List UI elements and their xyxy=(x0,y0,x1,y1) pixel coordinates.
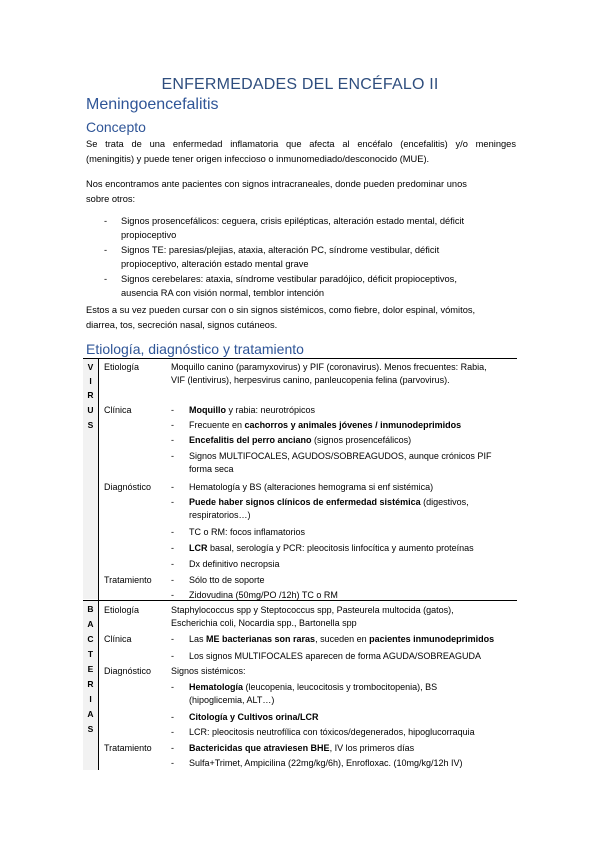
bacterias-letter: E xyxy=(87,664,94,674)
list-dash: - xyxy=(171,527,174,537)
list-text: , suceden en xyxy=(315,634,370,644)
row-label-diagnostico: Diagnóstico xyxy=(104,482,152,492)
section-heading: Meningoencefalitis xyxy=(86,96,219,113)
list-item xyxy=(189,574,514,587)
list-item xyxy=(189,726,514,739)
text-line: sobre otros: xyxy=(86,194,136,204)
row-label-tratamiento: Tratamiento xyxy=(104,575,152,585)
list-item xyxy=(189,633,519,646)
list-dash: - xyxy=(171,727,174,737)
bacterias-letter: S xyxy=(87,724,94,734)
bullet-item xyxy=(104,214,504,242)
list-text: (leucopenia, leucocitosis y trombocitopenia), BS xyxy=(243,682,438,692)
list-text: Signos MULTIFOCALES, AGUDOS/SOBREAGUDOS, aunque crónicos PIF xyxy=(189,451,492,461)
list-text: basal, serología y PCR: pleocitosis linfocítica y aumento proteínas xyxy=(207,543,474,553)
list-item xyxy=(189,711,514,724)
list-item xyxy=(189,558,514,571)
table-group-divider xyxy=(83,600,517,601)
virus-letter: R xyxy=(87,390,94,400)
list-text: Las xyxy=(189,634,207,644)
list-text: forma seca xyxy=(189,463,234,474)
list-item xyxy=(189,419,514,432)
list-dash: - xyxy=(171,451,174,461)
list-item xyxy=(189,542,514,555)
list-dash: - xyxy=(171,651,174,661)
table-border-top xyxy=(83,358,517,359)
list-dash: - xyxy=(171,712,174,722)
row-label-etiologia: Etiología xyxy=(104,362,140,372)
list-text: Hematología y BS (alteraciones hemograma si enf sistémica) xyxy=(189,482,434,492)
text-line: (meningitis) y puede tener origen infeccioso o inmunomediado/desconocido (MUE). xyxy=(86,154,430,164)
bullet-text: Signos cerebelares: ataxia, síndrome vestibular paradójico, déficit propioceptivos, xyxy=(121,274,457,284)
bullet-text: Signos prosencefálicos: ceguera, crisis epilépticas, alteración estado mental, déficit xyxy=(121,216,465,226)
bold-text: cachorros y animales jóvenes / inmunodeprimidos xyxy=(244,420,462,430)
list-dash: - xyxy=(171,405,174,415)
concepto-paragraph-2 xyxy=(86,177,516,207)
list-dash: - xyxy=(171,575,174,585)
bold-text: Moquillo xyxy=(189,405,226,415)
list-dash: - xyxy=(171,758,174,768)
list-text: Frecuente en xyxy=(189,420,245,430)
row-label-etiologia: Etiología xyxy=(104,605,140,615)
list-text: Zidovudina (50mg/PO /12h) TC o RM xyxy=(189,590,338,600)
list-dash: - xyxy=(171,634,174,644)
virus-letter: I xyxy=(89,376,92,386)
bacterias-letter: C xyxy=(87,634,94,644)
list-dash: - xyxy=(171,590,174,600)
bacterias-letter: T xyxy=(87,649,94,659)
list-dash: - xyxy=(171,743,174,753)
list-text: (hipoglicemia, ALT…) xyxy=(189,694,275,705)
virus-letter: V xyxy=(87,362,94,372)
bullet-dash: - xyxy=(104,216,108,226)
concepto-paragraph-1 xyxy=(86,137,516,167)
list-item xyxy=(189,481,514,494)
column-divider xyxy=(98,600,99,770)
list-text: , IV los primeros días xyxy=(329,743,415,753)
list-dash: - xyxy=(171,682,174,692)
bullet-text: propioceptivo xyxy=(121,230,177,240)
bold-text: Puede haber signos clínicos de enfermedad sistémica xyxy=(189,497,421,507)
list-dash: - xyxy=(171,482,174,492)
text-line: Se trata de una enfermedad inflamatoria que afecta al encéfalo (encefalitis) y/o meninges xyxy=(86,139,516,149)
bacterias-letter: A xyxy=(87,619,94,629)
list-item xyxy=(189,742,514,755)
bold-text: Citología y Cultivos orina/LCR xyxy=(189,712,319,722)
text-line: Staphylococcus spp y Steptococcus spp, Pasteurela multocida (gatos), xyxy=(171,605,454,615)
list-item xyxy=(189,404,514,417)
row-label-clinica: Clínica xyxy=(104,405,132,415)
list-text: Sólo tto de soporte xyxy=(189,575,265,585)
list-item xyxy=(189,496,514,521)
list-text: LCR: pleocitosis neutrofílica con tóxicos/degenerados, hipoglucorraquia xyxy=(189,727,475,737)
concepto-heading: Concepto xyxy=(86,119,146,135)
row-label-diagnostico: Diagnóstico xyxy=(104,666,152,676)
list-dash: - xyxy=(171,497,174,507)
list-item xyxy=(189,526,514,539)
text-line: Escherichia coli, Nocardia spp., Bartonella spp xyxy=(171,617,357,628)
bold-text: pacientes inmunodeprimidos xyxy=(369,634,495,644)
list-item xyxy=(189,434,514,447)
etiology-table xyxy=(83,358,517,770)
virus-etiologia-text xyxy=(171,361,516,386)
row-label-clinica: Clínica xyxy=(104,634,132,644)
list-text: (digestivos, xyxy=(420,497,469,507)
list-item xyxy=(189,757,519,770)
list-text: Sulfa+Trimet, Ampicilina (22mg/kg/6h), Enrofloxac. (10mg/kg/12h IV) xyxy=(189,758,463,768)
bacterias-letter: A xyxy=(87,709,94,719)
list-text: Los signos MULTIFOCALES aparecen de forma AGUDA/SOBREAGUDA xyxy=(189,651,481,661)
text-line: Moquillo canino (paramyxovirus) y PIF (coronavirus). Menos frecuentes: Rabia, xyxy=(171,362,487,372)
column-divider xyxy=(98,358,99,600)
bold-text: ME bacterianas son raras xyxy=(206,634,316,644)
list-item xyxy=(189,450,514,475)
list-text: TC o RM: focos inflamatorios xyxy=(189,527,306,537)
list-text: y rabia: neurotrópicos xyxy=(226,405,316,415)
bullet-text: Signos TE: paresias/plejias, ataxia, alteración PC, síndrome vestibular, déficit xyxy=(121,245,440,255)
etiologia-heading: Etiología, diagnóstico y tratamiento xyxy=(86,341,304,357)
list-text: (signos prosencefálicos) xyxy=(311,435,412,445)
bold-text: Bactericidas que atraviesen BHE xyxy=(189,743,330,753)
page-title: ENFERMEDADES DEL ENCÉFALO II xyxy=(161,76,439,93)
bacterias-letter: R xyxy=(87,679,94,689)
bacterias-letter: I xyxy=(89,694,92,704)
bullet-dash: - xyxy=(104,245,108,255)
bullet-item xyxy=(104,243,504,271)
row-label-tratamiento: Tratamiento xyxy=(104,743,152,753)
bullet-text: ausencia RA con visión normal, temblor intención xyxy=(121,288,325,298)
virus-letter: U xyxy=(87,405,94,415)
list-dash: - xyxy=(171,435,174,445)
list-dash: - xyxy=(171,559,174,569)
bacterias-etiologia-text xyxy=(171,604,516,629)
text-line: VIF (lentivirus), herpesvirus canino, panleucopenia felina (parvovirus). xyxy=(171,374,450,385)
bullet-text: propioceptivo, alteración estado mental grave xyxy=(121,259,309,269)
bullet-item xyxy=(104,272,504,300)
bacterias-letter: B xyxy=(87,604,94,614)
bold-text: Encefalitis del perro anciano xyxy=(189,435,312,445)
text-line: Estos a su vez pueden cursar con o sin signos sistémicos, como fiebre, dolor espinal, vómitos, xyxy=(86,305,476,315)
text-line: Nos encontramos ante pacientes con signos intracraneales, donde pueden predominar unos xyxy=(86,179,467,189)
list-dash: - xyxy=(171,420,174,430)
list-dash: - xyxy=(171,543,174,553)
bullet-dash: - xyxy=(104,274,108,284)
list-item xyxy=(189,681,514,706)
bold-text: LCR xyxy=(189,543,208,553)
list-text: respiratorios…) xyxy=(189,509,251,520)
bold-text: Hematología xyxy=(189,682,244,692)
list-text: Dx definitivo necropsia xyxy=(189,559,280,569)
list-item xyxy=(189,650,514,663)
concepto-paragraph-3 xyxy=(86,303,516,333)
virus-letter: S xyxy=(87,420,94,430)
text-line: diarrea, tos, secreción nasal, signos cutáneos. xyxy=(86,320,278,330)
diagnostico-intro: Signos sistémicos: xyxy=(171,666,246,676)
